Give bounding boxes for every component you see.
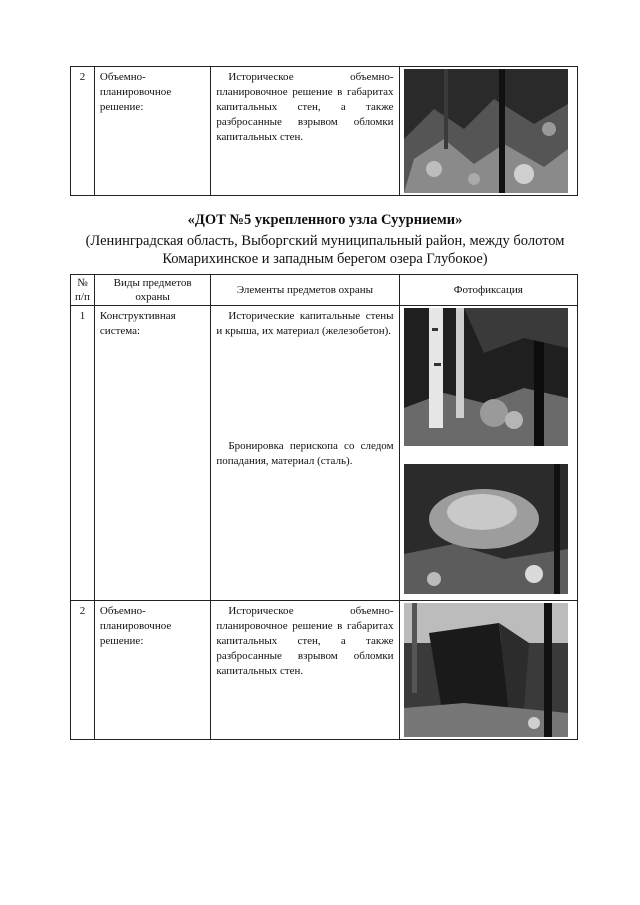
protection-type: Конструктивная система: xyxy=(94,306,210,601)
protection-type: Объемно-планировочное решение: xyxy=(94,601,210,740)
photo-cell xyxy=(399,601,577,740)
photo-birch-forest xyxy=(404,308,573,446)
table-header-row xyxy=(71,275,578,306)
protection-element: Исторические капитальные стены и крыша, их материал (железобетон). xyxy=(216,310,394,337)
protection-element: Историческое объемно-планировочное решение в габаритах капитальных стен, а также разбросанные взрывом обломки капитальных стен. xyxy=(211,601,399,740)
photo-cell xyxy=(399,306,577,601)
photo-periscope-armor xyxy=(404,464,573,594)
protection-element: Бронировка перископа со следом попадания, материал (сталь). xyxy=(216,440,394,467)
protection-elements-cell xyxy=(211,306,399,601)
photo-ruins-forest xyxy=(404,69,573,193)
table-row xyxy=(71,601,578,740)
photo-bunker-ruins xyxy=(404,603,573,737)
table-row xyxy=(71,306,578,601)
protection-element: Историческое объемно-планировочное решение в габаритах капитальных стен, а также разбросанные взрывом обломки капитальных стен. xyxy=(211,67,399,196)
row-number: 2 xyxy=(71,67,95,196)
section-location-line2: Комарихинское и западным берегом озера Глубокое) xyxy=(162,251,488,267)
header-num: № п/п xyxy=(71,275,95,306)
section-title: «ДОТ №5 укрепленного узла Суурниеми» xyxy=(187,212,463,228)
section-location-line1: (Ленинградская область, Выборгский муниципальный район, между болотом xyxy=(85,233,565,249)
continuation-table xyxy=(70,66,578,196)
header-type: Виды предметов охраны xyxy=(94,275,210,306)
table-row xyxy=(71,67,578,196)
protection-table xyxy=(70,274,578,740)
protection-type: Объемно-планировочное решение: xyxy=(94,67,210,196)
header-element: Элементы предметов охраны xyxy=(211,275,399,306)
row-number: 1 xyxy=(71,306,95,601)
photo-cell xyxy=(399,67,577,196)
row-number: 2 xyxy=(71,601,95,740)
header-photo: Фотофиксация xyxy=(399,275,577,306)
